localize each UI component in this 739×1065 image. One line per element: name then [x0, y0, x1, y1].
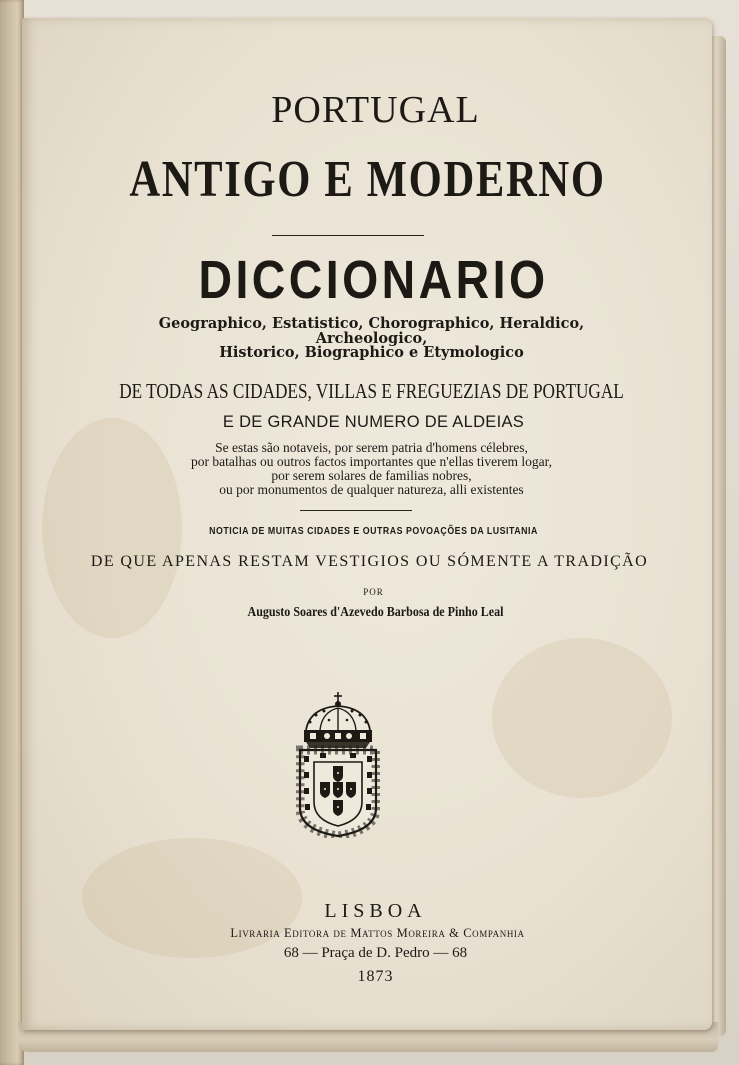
imprint-address: 68 — Praça de D. Pedro — 68	[283, 945, 468, 961]
coat-of-arms-icon	[296, 690, 380, 838]
heading-diccionario: DICCIONARIO	[198, 250, 549, 310]
imprint-year: 1873	[357, 968, 394, 985]
by-label: POR	[363, 587, 384, 597]
subtitle-line: Archeologico,	[315, 330, 428, 347]
condition-line: ou por monumentos de qualquer natureza, alli existentes	[219, 482, 524, 497]
title-antigo-e-moderno: ANTIGO E MODERNO	[129, 151, 606, 208]
paper-stain	[492, 638, 672, 798]
condition-line: por serem solares de familias nobres,	[271, 468, 472, 483]
subtitle-line: Geographico, Estatistico, Chorographico, Heraldico,	[158, 315, 585, 332]
section-divider	[300, 510, 412, 511]
author-name: Augusto Soares d'Azevedo Barbosa de Pinho Leal	[247, 605, 504, 620]
condition-line: por batalhas ou outros factos importantes que n'ellas tiverem logar,	[190, 454, 553, 469]
subtitle-line: Historico, Biographico e Etymologico	[219, 344, 524, 361]
imprint-publisher: Livraria Editora de Mattos Moreira & Companhia	[230, 926, 525, 940]
noticia-line: NOTICIA DE MUITAS CIDADES E OUTRAS POVOAÇÕES DA LUSITANIA	[209, 526, 538, 537]
title-divider	[272, 235, 424, 236]
scope-line-aldeias: E DE GRANDE NUMERO DE ALDEIAS	[222, 413, 525, 431]
title-portugal: PORTUGAL	[271, 89, 480, 131]
imprint-city: LISBOA	[324, 900, 427, 922]
scope-line: DE TODAS AS CIDADES, VILLAS E FREGUEZIAS DE PORTUGAL	[119, 379, 624, 403]
condition-line: Se estas são notaveis, por serem patria d'homens célebres,	[215, 440, 528, 455]
vestigios-line: DE QUE APENAS RESTAM VESTIGIOS OU SÓMENTE A TRADIÇÃO	[90, 553, 649, 570]
